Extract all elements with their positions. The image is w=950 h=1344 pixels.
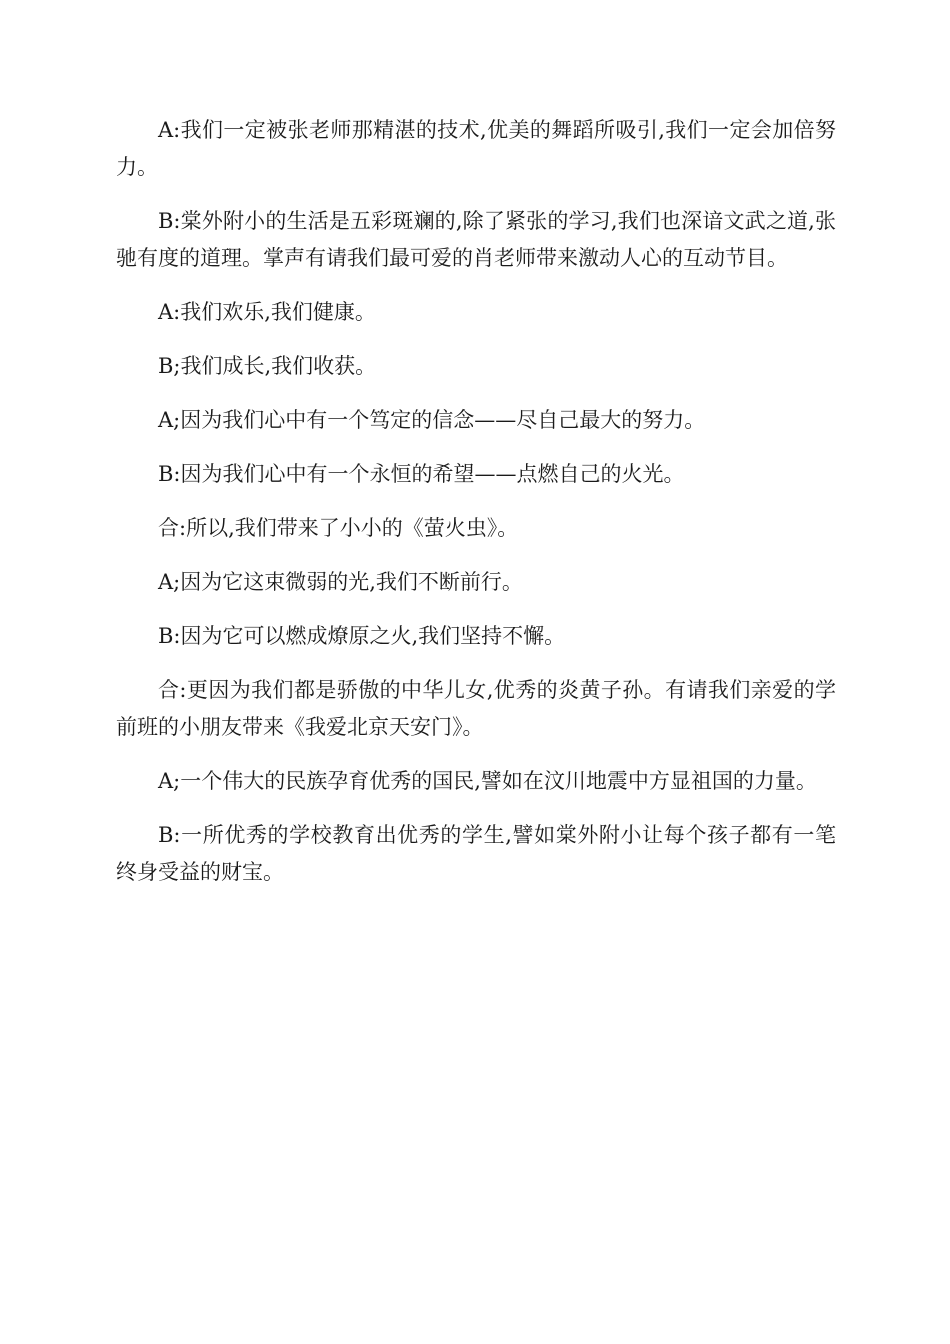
- paragraph: A;因为我们心中有一个笃定的信念——尽自己最大的努力。: [158, 408, 706, 432]
- paragraph: B:一所优秀的学校教育出优秀的学生,譬如棠外附小让每个孩子都有一笔终身受益的财宝。: [116, 823, 836, 884]
- document-body: [116, 112, 836, 908]
- paragraph: B:棠外附小的生活是五彩斑斓的,除了紧张的学习,我们也深谙文武之道,张驰有度的道理。掌声有请我们最可爱的肖老师带来激动人心的互动节目。: [116, 209, 836, 270]
- paragraph: 合:更因为我们都是骄傲的中华儿女,优秀的炎黄子孙。有请我们亲爱的学前班的小朋友带来《我爱北京天安门》。: [116, 678, 836, 739]
- paragraph: B;我们成长,我们收获。: [158, 354, 377, 378]
- paragraph: A:我们一定被张老师那精湛的技术,优美的舞蹈所吸引,我们一定会加倍努力。: [116, 118, 836, 179]
- paragraph: A:我们欢乐,我们健康。: [158, 300, 376, 324]
- paragraph: B:因为我们心中有一个永恒的希望——点燃自己的火光。: [158, 462, 685, 486]
- paragraph: B:因为它可以燃成燎原之火,我们坚持不懈。: [158, 624, 566, 648]
- paragraph: A;一个伟大的民族孕育优秀的国民,譬如在汶川地震中方显祖国的力量。: [158, 769, 817, 793]
- paragraph: A;因为它这束微弱的光,我们不断前行。: [158, 570, 523, 594]
- paragraph: 合:所以,我们带来了小小的《萤火虫》。: [158, 516, 519, 540]
